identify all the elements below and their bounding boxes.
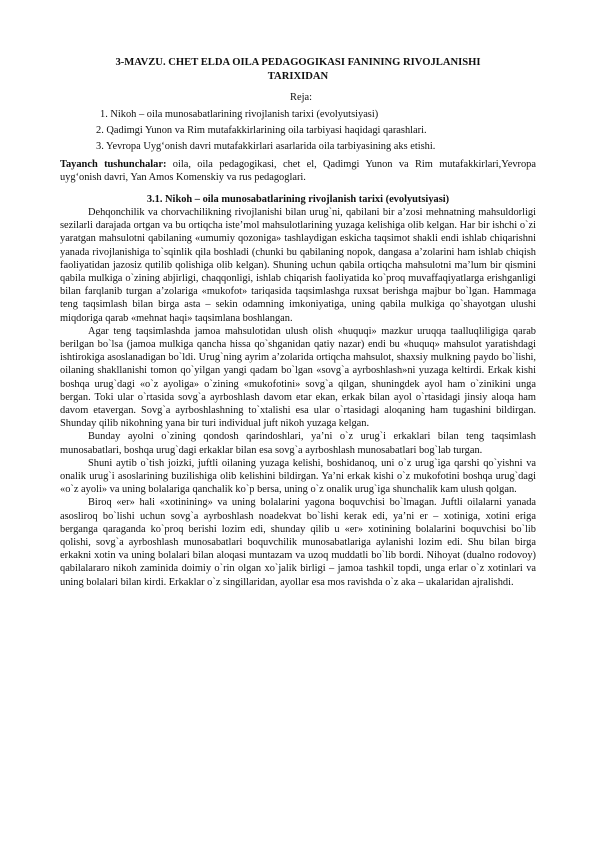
- paragraph: Agar teng taqsimlashda jamoa mahsulotidan ulush olish «huquqi» mazkur uruqqa taalluqliligiga qarab berilgan bo`lsa (jamoa mulkiga qancha hissa qo`shganidan qatiy nazar) endi bu «huquq» mahsulot yaratishdagi ishtirokiga asoslanadigan bo`ldi. Urug`ning ayrim a’zolarida ortiqcha mahsulot, shaxsiy mulkning paydo bo`lishi, oilaning shakllanishi tomon qo`yilgan yangi qadam bo`lgan «sovg`a ayrboshlash»ni yuzaga keltirdi. Erkak kishi boshqa urug`dagi «o`z ayoliga» o`zining «mukofotini» sovg`a qilgan, shuningdek ayol ham o`zinikini unga bergan. Toki ular o`rtasida sovg`a ayrboshlash davom etar ekan, erkak bilan ayol o`rtasidagi jinsiy aloqa ham davom etavergan. Sovg`a ayrboshlashning to`xtalishi esa ular o`rtasidagi aloqaning ham tugashini bildirgan. Shunday qilib nikohning yana bir turi individual juft nikoh yuzaga kelgan.: [60, 325, 536, 430]
- plan-item: 1. Nikoh – oila munosabatlarining rivojlanish tarixi (evolyutsiyasi): [100, 109, 379, 120]
- document-title: [60, 56, 536, 83]
- paragraph: Dehqonchilik va chorvachilikning rivojlanishi bilan urug`ni, qabilani bir a’zosi mehnatning mahsuldorligi sezilarli darajada ortgan va bu ortiqcha iste’mol mahsulotlarining yuzaga kelishiga olib kelgan. Har bir ishchi o`zi yaratgan mahsulotni qabilaning «umumiy qozoniga» tashlaydigan eskicha taqsimot shakli endi ishlab chiqarishni yanada rivojlanishiga to`sqinlik qila boshladi (chunki bu qabilaning nopok, dangasa a’zolarini ham ishlab chiqish faoliyatidan jazosiz qutilib qolishiga olib kelgan). Shuning uchun qabila ortiqcha mahsulotni ma’lum bir qismini qabila mulkiga o`zining abjirligi, chaqqonligi, ishlab chiqarish faoliyatida ko`proq muvaffaqiyatlarga erishganligi bilan farqlanib turgan a’zolariga «mukofot» tariqasida taqsimlashga ruxsat berishga majbur bo`lgan. Hammaga teng taqsimlash bilan birga asta – sekin odamning imkoniyatiga, uning qabila mulkiga qo`shayotgan ulushi miqdoriga qarab «mehnat haqi» taqsimlana boshlangan.: [60, 207, 536, 324]
- section-heading: 3.1. Nikoh – oila munosabatlarining rivojlanish tarixi (evolyutsiyasi): [146, 194, 450, 205]
- key-concepts-label: Tayanch tushunchalar:: [60, 159, 167, 170]
- plan-item: 3. Yevropa Uyg‘onish davri mutafakkirlari asarlarida oila tarbiyasining aks etishi.: [96, 140, 436, 152]
- title-line-1: 3-MAVZU. CHET ELDA OILA PEDAGOGIKASI FANINING RIVOJLANISHI: [115, 57, 481, 68]
- paragraph: Shuni aytib o`tish joizki, juftli oilaning yuzaga kelishi, boshidanoq, uni o`z urug`iga qarshi qo`yishni va onalik urug`i asoslarining buzilishiga olib kelishini bildirgan. Ya’ni erkak kishi o`z mukofotini boshqa urug`dagi «o`z ayoli» va uning bolalariga qanchalik ko`p bersa, uning o`z onalik urug`iga shunchalik kam ulush qolgan.: [60, 457, 536, 496]
- key-concepts: [60, 158, 536, 184]
- plan-list: [96, 108, 536, 155]
- body-text: [60, 206, 536, 589]
- plan-item: 2. Qadimgi Yunon va Rim mutafakkirlarining oila tarbiyasi haqidagi qarashlari.: [96, 124, 427, 136]
- plan-heading: Reja:: [290, 92, 312, 103]
- key-concepts-text: oila, oila pedagogikasi, chet el, Qadimgi Yunon va Rim mutafakkirlari,Yevropa uyg‘onish davri, Yan Amos Komenskiy va rus pedagoglari.: [60, 159, 536, 184]
- paragraph: Biroq «er» hali «xotinining» va uning bolalarini yagona boquvchisi bo`lmagan. Juftli oilalarni yanada asosliroq bo`lishi uchun sovg`a ayrboshlash noadekvat bo`lishi kerak edi, ya’ni er – xotiniga, xotini eriga berganga qaraganda ko`proq berishi lozim edi, shunday qilib u «er» xotinining bolalarini boquvchisi bo`lib qolishi, sovg`a ayrboshlash munosabatlari boquvchilik munosabatlariga aylanishi lozim edi. Shu bilan birga erkakni xotin va uning bolalari bilan aloqasi muntazam va uzoq muddatli bo`lib bordi. Nihoyat (dualno rodovoy) qabilalararo nikoh zaminida doimiy o`rin olgan xo`jalik birligi – jamoa tashkil topdi, unga erlar o`z xotinlari va uning bolalari bilan kirdi. Erkaklar o`z singillaridan, ayollar esa mos ravishda o`z aka – ukalaridan ajralishdi.: [60, 497, 536, 588]
- paragraph: Bunday ayolni o`zining qondosh qarindoshlari, ya’ni o`z urug`i erkaklari bilan teng taqsimlash munosabatlari, boshqa urug`dagi erkaklar bilan esa sovg`a ayrboshlash munosabatlari bog`lab turgan.: [60, 431, 536, 456]
- title-line-2: TARIXIDAN: [267, 70, 329, 82]
